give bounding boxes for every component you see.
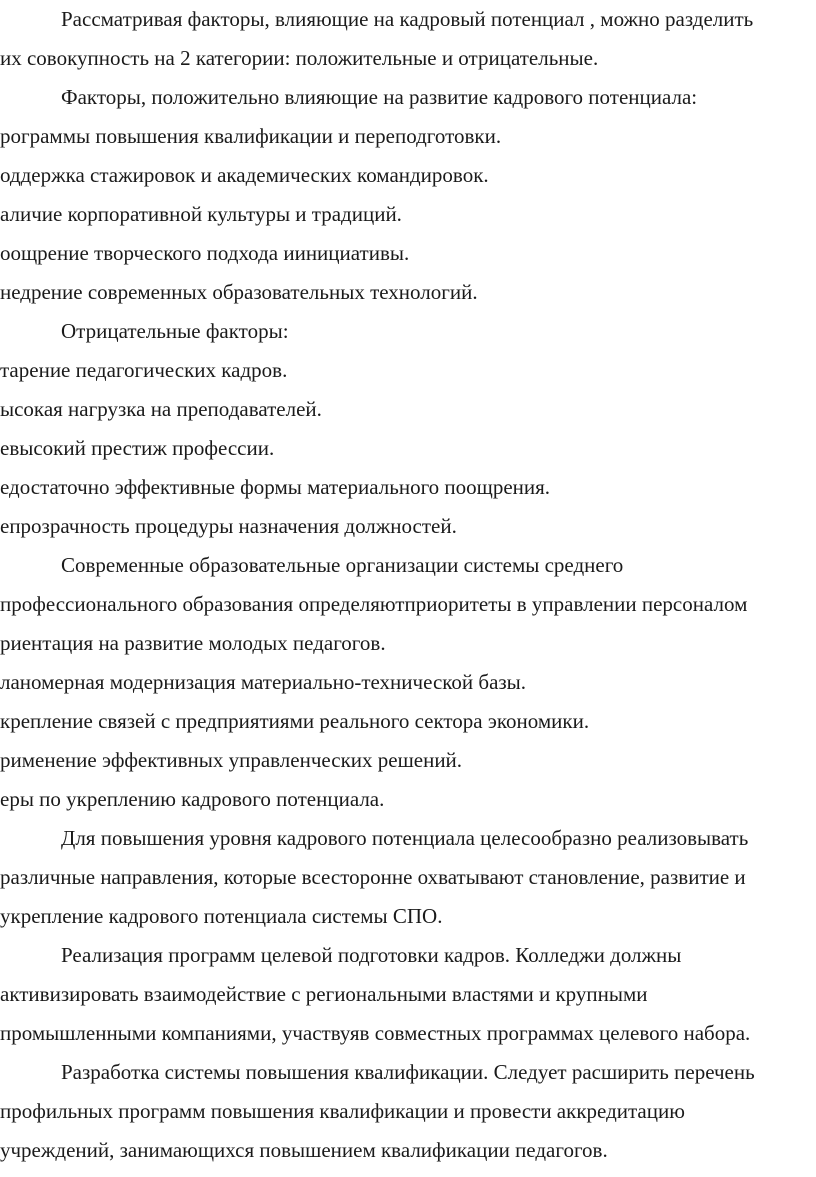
list-item: ланомерная модернизация материально-технической базы. xyxy=(0,670,527,694)
paragraph-line: укрепление кадрового потенциала системы СПО. xyxy=(0,904,443,928)
paragraph-line: Для повышения уровня кадрового потенциала целесообразно реализовывать xyxy=(61,826,749,850)
list-item: оощрение творческого подхода иинициативы. xyxy=(0,241,410,265)
list-item: рименение эффективных управленческих решений. xyxy=(0,748,463,772)
list-item: крепление связей с предприятиями реального сектора экономики. xyxy=(0,709,590,733)
list-item: ысокая нагрузка на преподавателей. xyxy=(0,397,322,421)
list-item: оддержка стажировок и академических командировок. xyxy=(0,163,489,187)
paragraph-line: Реализация программ целевой подготовки кадров. Колледжи должны xyxy=(61,943,682,967)
paragraph-line: активизировать взаимодействие с региональными властями и крупными xyxy=(0,982,648,1006)
paragraph-line: промышленными компаниями, участвуяв совместных программах целевого набора. xyxy=(0,1021,751,1045)
paragraph-line: профессионального образования определяютприоритеты в управлении персоналом xyxy=(0,592,748,616)
list-item: еры по укреплению кадрового потенциала. xyxy=(0,787,385,811)
paragraph-line: профильных программ повышения квалификации и провести аккредитацию xyxy=(0,1099,685,1123)
section-heading-negative: Отрицательные факторы: xyxy=(61,319,289,343)
paragraph-line: Разработка системы повышения квалификации. Следует расширить перечень xyxy=(61,1060,755,1084)
paragraph-line: учреждений, занимающихся повышением квалификации педагогов. xyxy=(0,1138,608,1162)
list-item: рограммы повышения квалификации и переподготовки. xyxy=(0,124,502,148)
list-item: аличие корпоративной культуры и традиций. xyxy=(0,202,402,226)
section-heading-positive: Факторы, положительно влияющие на развитие кадрового потенциала: xyxy=(61,85,698,109)
list-item: епрозрачность процедуры назначения должностей. xyxy=(0,514,457,538)
list-item: евысокий престиж профессии. xyxy=(0,436,275,460)
list-item: тарение педагогических кадров. xyxy=(0,358,288,382)
paragraph-line: Рассматривая факторы, влияющие на кадровый потенциал , можно разделить xyxy=(61,7,754,31)
list-item: недрение современных образовательных технологий. xyxy=(0,280,478,304)
list-item: едостаточно эффективные формы материального поощрения. xyxy=(0,475,551,499)
paragraph-line: их совокупность на 2 категории: положительные и отрицательные. xyxy=(0,46,599,70)
list-item: риентация на развитие молодых педагогов. xyxy=(0,631,386,655)
paragraph-line: различные направления, которые всесторонне охватывают становление, развитие и xyxy=(0,865,746,889)
paragraph-line: Современные образовательные организации системы среднего xyxy=(61,553,624,577)
